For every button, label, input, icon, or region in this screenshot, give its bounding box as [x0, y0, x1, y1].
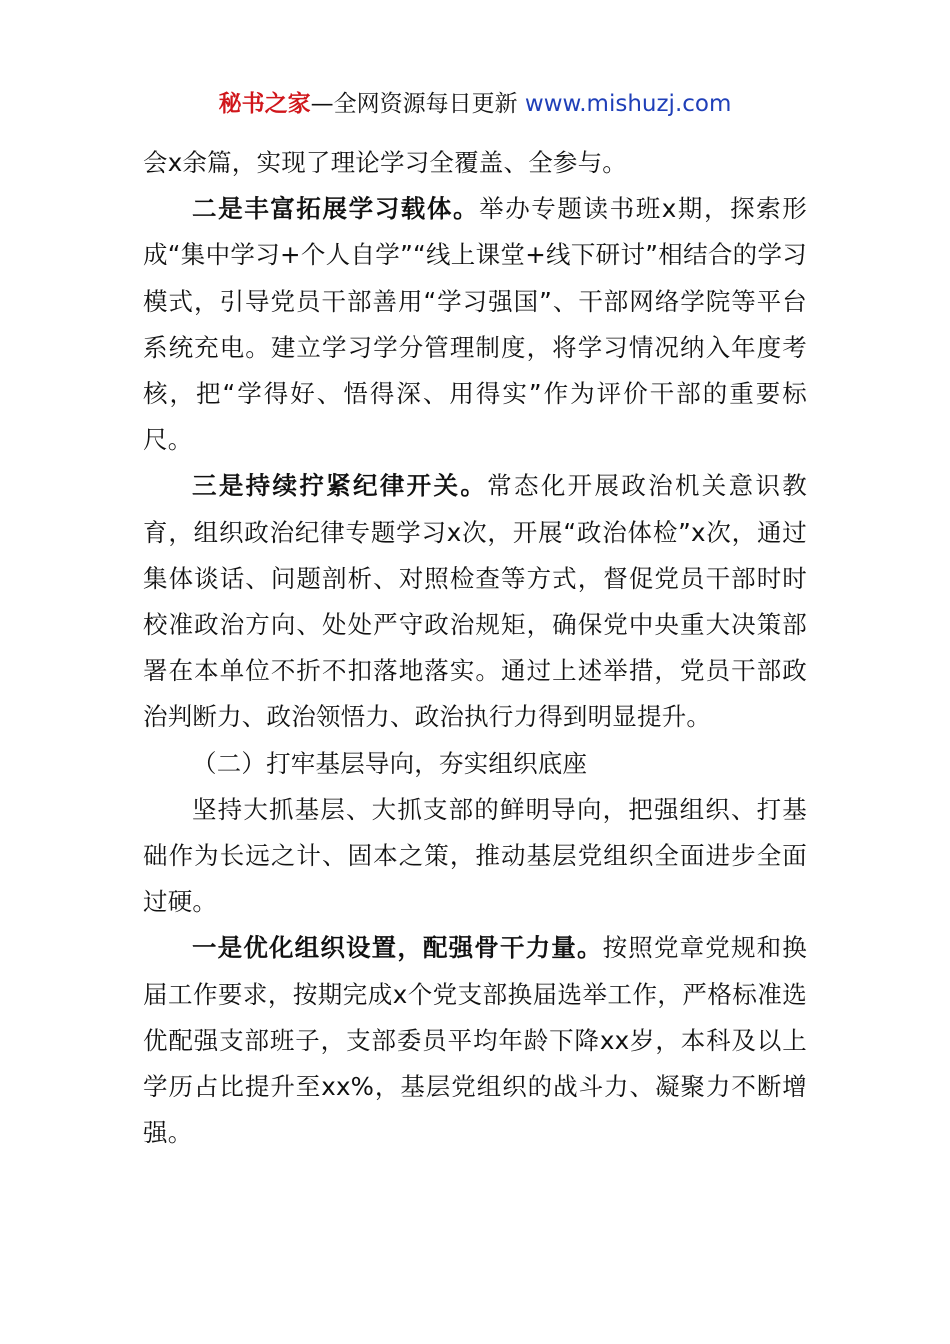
- paragraph-text: 按照党章党规和换届工作要求，按期完成x个党支部换届选举工作，严格标准选优配强支部班子，支部委员平均年龄下降xx岁，本科及以上学历占比提升至xx%，基层党组织的战斗力、凝聚力不断增强。: [143, 933, 807, 1148]
- paragraph-lead: 三是持续拧紧纪律开关。: [192, 471, 488, 501]
- site-brand: 秘书之家: [218, 91, 311, 117]
- section-heading-text: （二）打牢基层导向，夯实组织底座: [192, 748, 588, 778]
- section-heading: [143, 741, 807, 787]
- site-tagline: —全网资源每日更新: [310, 91, 518, 117]
- paragraph-text: 会x余篇，实现了理论学习全覆盖、全参与。: [143, 148, 627, 177]
- paragraph-grassroots: [143, 787, 807, 926]
- paragraph-text: 常态化开展政治机关意识教育，组织政治纪律专题学习x次，开展“政治体检”x次，通过集体谈话、问题剖析、对照检查等方式，督促党员干部时时校准政治方向、处处严守政治规矩，确保党中央重大决策部署在本单位不折不扣落地落实。通过上述举措，党员干部政治判断力、政治领悟力、政治执行力得到明显提升。: [143, 471, 808, 732]
- paragraph-text: 举办专题读书班x期，探索形成“集中学习+个人自学”“线上课堂+线下研讨”相结合的学习模式，引导党员干部善用“学习强国”、干部网络学院等平台系统充电。建立学习学分管理制度，将学习情况纳入年度考核，把“学得好、悟得深、用得实”作为评价干部的重要标尺。: [143, 194, 807, 455]
- site-header: [0, 86, 950, 122]
- site-url-link[interactable]: www.mishuzj.com: [524, 91, 732, 117]
- document-body: [143, 140, 807, 1156]
- paragraph-lead: 一是优化组织设置，配强骨干力量。: [192, 933, 603, 963]
- paragraph-continuation: [143, 140, 807, 186]
- paragraph-text: 坚持大抓基层、大抓支部的鲜明导向，把强组织、打基础作为长远之计、固本之策，推动基层党组织全面进步全面过硬。: [143, 794, 807, 917]
- paragraph-study-carrier: [143, 186, 807, 463]
- paragraph-organization: [143, 925, 807, 1156]
- paragraph-discipline: [143, 463, 807, 740]
- paragraph-lead: 二是丰富拓展学习载体。: [192, 194, 480, 224]
